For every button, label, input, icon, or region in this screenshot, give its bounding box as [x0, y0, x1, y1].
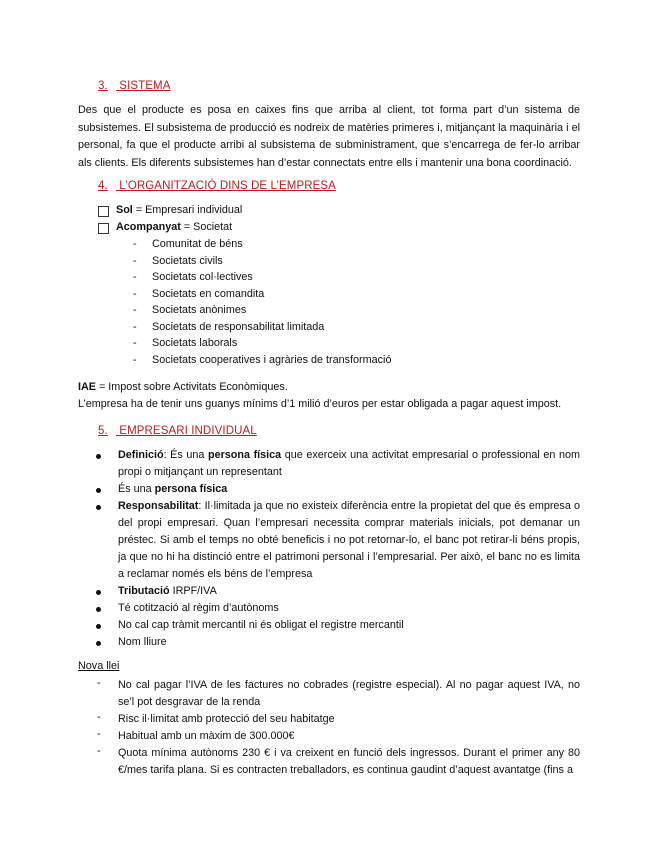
bullet-item-responsabilitat: [118, 498, 580, 583]
dash-marker: -: [97, 728, 101, 740]
bullet-item-nom: Nom lliure: [118, 636, 167, 648]
novallei-title: Nova llei: [78, 660, 120, 672]
society-type-item: Societats col·lectives: [152, 271, 253, 283]
bullet-text: que exerceix una activitat empresarial o professional en nom propi o mitjançant un representant: [118, 449, 580, 478]
bullet-dot: [96, 624, 101, 629]
bullet-dot: [96, 641, 101, 646]
dash-marker: -: [133, 337, 137, 349]
section-3-title: SISTEMA: [119, 80, 171, 92]
bullet-text: : Il·limitada ja que no existeix diferència entre la propietat del que és empresa o del propi empresari. Quan l’empresari necessita comprar materials inicials, pot demanar un préstec. Si amb el temps no obté beneficis i no pot retornar-lo, el banc pot retirar-li béns propis, ja que no hi ha distinció entre el patrimoni personal i l’empresarial. Per això, el banc no es limita a reclamar només els béns de l’empresa: [118, 500, 580, 580]
bullet-item-tramit: No cal cap tràmit mercantil ni és obligat el registre mercantil: [118, 619, 404, 631]
bullet-dot: [96, 505, 101, 510]
checkbox-sol-label: [116, 204, 242, 216]
dash-marker: -: [97, 745, 101, 757]
checkbox-acompanyat-rest: = Societat: [180, 221, 233, 233]
society-type-item: Societats cooperatives i agràries de transformació: [152, 354, 392, 366]
section-5-title: EMPRESARI INDIVIDUAL: [119, 425, 257, 437]
society-type-item: Comunitat de béns: [152, 238, 243, 250]
checkbox-acompanyat[interactable]: [98, 223, 109, 234]
dash-marker: -: [133, 271, 137, 283]
dash-marker: -: [133, 304, 137, 316]
section-5-heading: [98, 425, 257, 437]
bullet-dot: [96, 454, 101, 459]
bullet-text: IRPF/IVA: [169, 585, 217, 597]
dash-marker: -: [133, 255, 137, 267]
society-type-item: Societats en comandita: [152, 288, 265, 300]
checkbox-acompanyat-term: Acompanyat: [116, 221, 181, 233]
checkbox-acompanyat-label: [116, 221, 232, 233]
section-3-number: 3.: [98, 80, 108, 92]
novallei-item: Risc il·limitat amb protecció del seu habitatge: [118, 713, 335, 725]
dash-marker: -: [133, 238, 137, 250]
section-4-heading: [98, 180, 336, 192]
bullet-text: És una: [118, 483, 155, 495]
iae-definition: [78, 381, 288, 393]
bullet-text: : És una: [163, 449, 208, 461]
section-3-paragraph: Des que el producte es posa en caixes fins que arriba al client, tot forma part d’un sistema de subsistemes. El subsistema de producció es nodreix de matèries primeres i, mitjançant la maquinària i el personal, fa que el producte arribi al subsistema de subministrament, que s’encarrega de fer-lo arribar als clients. Els diferents subsistemes han d’estar connectats entre ells i mantenir una bona coordinació.: [78, 104, 580, 169]
bullet-bold: persona física: [207, 449, 282, 461]
section-4-number: 4.: [98, 180, 108, 192]
section-3-heading: [98, 80, 170, 92]
iae-term: IAE: [78, 381, 96, 393]
bullet-item-tributacio: [118, 583, 580, 600]
bullet-bold: persona física: [154, 483, 228, 495]
iae-rest: = Impost sobre Activitats Econòmiques.: [96, 381, 288, 393]
bullet-item-definicio: [118, 447, 580, 481]
novallei-item: Habitual amb un màxim de 300.000€: [118, 730, 295, 742]
society-type-item: Societats de responsabilitat limitada: [152, 321, 325, 333]
bullet-dot: [96, 488, 101, 493]
society-type-item: Societats anònimes: [152, 304, 247, 316]
checkbox-sol[interactable]: [98, 206, 109, 217]
checkbox-sol-term: Sol: [116, 204, 133, 216]
bullet-bold: Tributació: [118, 585, 170, 597]
bullet-item-cotitzacio: Té cotització al règim d’autònoms: [118, 602, 279, 614]
section-5-number: 5.: [98, 425, 108, 437]
novallei-item: Quota mínima autònoms 230 € i va creixent en funció dels ingressos. Durant el primer any 80 €/mes tarifa plana. Si es contracten treballadors, es continua gaudint d’aquest avantatge (fins a: [118, 747, 580, 776]
bullet-dot: [96, 590, 101, 595]
novallei-item: No cal pagar l’IVA de les factures no cobrades (registre especial). Al no pagar aquest IVA, no se’l pot desgravar de la renda: [118, 679, 580, 708]
dash-marker: -: [133, 288, 137, 300]
section-4-title: L’ORGANITZACIÓ DINS DE L’EMPRESA: [119, 180, 336, 192]
checkbox-sol-rest: = Empresari individual: [132, 204, 243, 216]
bullet-bold: Responsabilitat: [118, 500, 199, 512]
society-type-item: Societats civils: [152, 255, 223, 267]
dash-marker: -: [97, 711, 101, 723]
bullet-dot: [96, 607, 101, 612]
dash-marker: -: [133, 354, 137, 366]
bullet-bold: Definició: [118, 449, 164, 461]
bullet-item-persona: [118, 481, 580, 498]
dash-marker: -: [133, 321, 137, 333]
society-type-item: Societats laborals: [152, 337, 238, 349]
iae-note: L’empresa ha de tenir uns guanys mínims d’1 milió d’euros per estar obligada a pagar aquest impost.: [78, 398, 562, 410]
dash-marker: -: [97, 677, 101, 689]
